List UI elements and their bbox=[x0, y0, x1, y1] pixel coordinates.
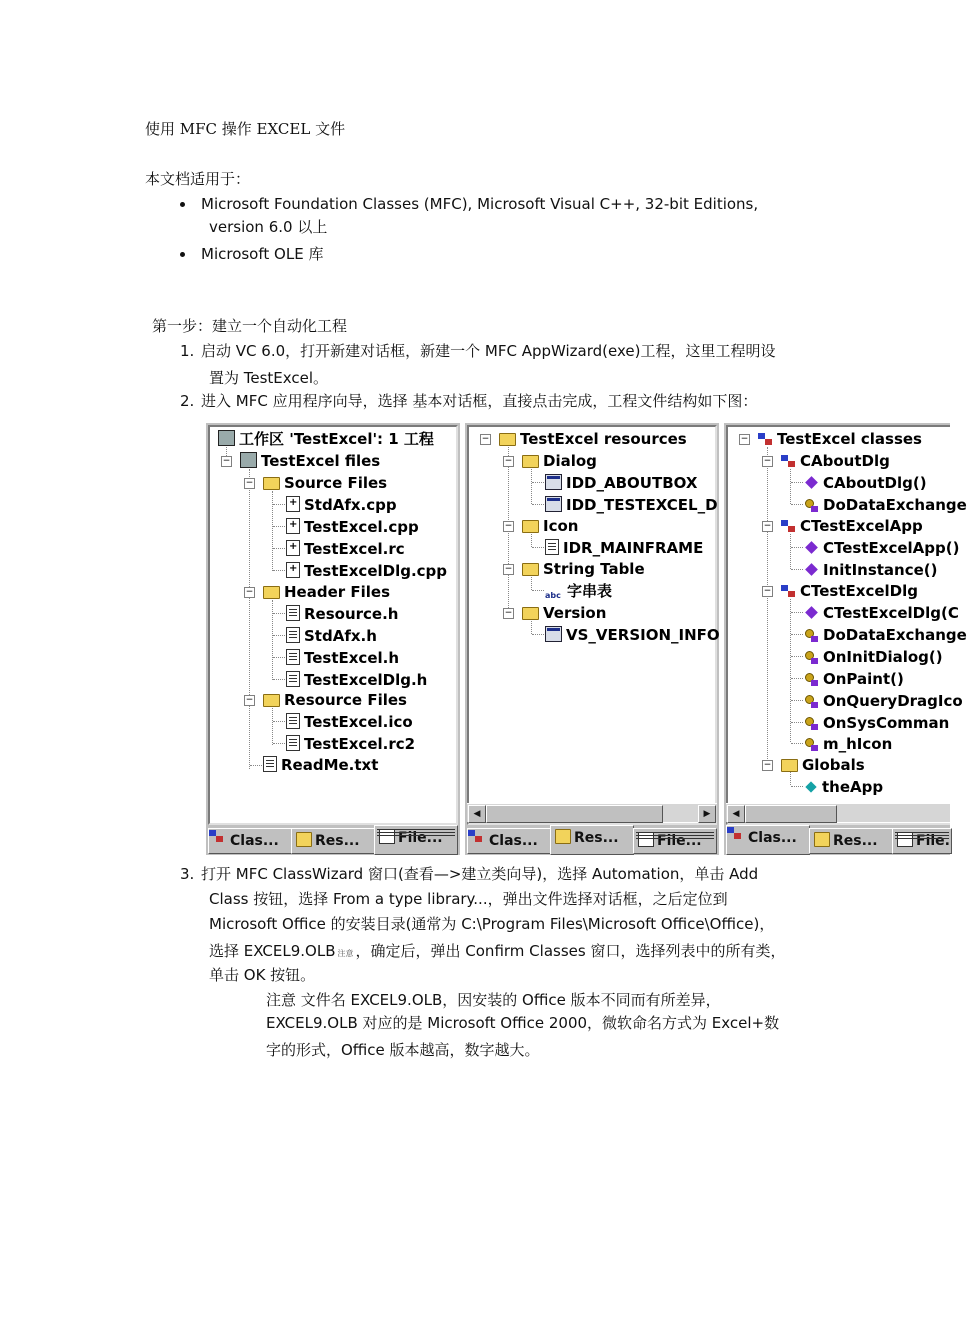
step-1-line2: 置为 TestExcel。 bbox=[209, 369, 329, 387]
file-item[interactable]: TestExcel.ico bbox=[286, 712, 413, 732]
collapse-toggle[interactable]: − bbox=[245, 587, 254, 597]
file-view-icon bbox=[638, 832, 654, 847]
workspace-root[interactable]: 工作区 'TestExcel': 1 工程 bbox=[218, 429, 434, 449]
folder-icon bbox=[522, 607, 539, 620]
class-tree bbox=[726, 425, 967, 825]
protected-method-icon bbox=[804, 498, 819, 512]
class-view-panel bbox=[724, 423, 967, 855]
resources-root[interactable]: TestExcel resources bbox=[499, 429, 687, 449]
file-item[interactable]: +TestExcel.rc bbox=[286, 539, 405, 559]
scroll-thumb[interactable] bbox=[745, 805, 837, 823]
applies-item-2: Microsoft OLE 库 bbox=[201, 245, 324, 263]
resource-view-icon bbox=[296, 832, 312, 847]
project-icon bbox=[240, 452, 257, 468]
folder-icon bbox=[263, 477, 280, 490]
collapse-toggle[interactable]: − bbox=[763, 456, 772, 466]
view-tabs bbox=[724, 825, 950, 855]
cpp-file-icon bbox=[286, 496, 300, 512]
tab-resource-view[interactable]: Res... bbox=[809, 828, 893, 854]
folder-icon bbox=[263, 586, 280, 599]
header-file-icon bbox=[286, 671, 300, 687]
global-variable-icon bbox=[805, 781, 816, 792]
text-file-icon bbox=[263, 756, 277, 772]
class-view-icon bbox=[472, 834, 486, 847]
member-item[interactable]: CTestExcelApp() bbox=[804, 538, 959, 558]
member-item[interactable]: OnInitDialog() bbox=[804, 647, 943, 667]
protected-method-icon bbox=[804, 694, 819, 708]
file-item[interactable]: StdAfx.h bbox=[286, 626, 377, 646]
applies-label: 本文档适用于： bbox=[145, 170, 251, 188]
collapse-toggle[interactable]: − bbox=[763, 521, 772, 531]
file-view-icon bbox=[897, 832, 913, 847]
applies-item-1-cont: version 6.0 以上 bbox=[209, 218, 328, 236]
tab-file-view[interactable]: File. bbox=[892, 828, 952, 854]
view-tabs bbox=[206, 825, 460, 855]
bullet-dot bbox=[180, 252, 185, 257]
class-node[interactable]: CAboutDlg bbox=[781, 451, 890, 471]
file-item[interactable]: TestExcel.rc2 bbox=[286, 734, 415, 754]
file-item[interactable]: TestExcelDlg.h bbox=[286, 670, 427, 690]
member-item[interactable]: InitInstance() bbox=[804, 560, 938, 580]
resource-tree bbox=[467, 425, 720, 825]
tab-class-view[interactable]: Clas... bbox=[208, 828, 292, 854]
file-item[interactable]: +StdAfx.cpp bbox=[286, 495, 397, 515]
resource-files-folder[interactable]: Resource Files bbox=[263, 690, 407, 710]
resource-view-panel bbox=[465, 423, 719, 855]
folder-icon bbox=[522, 455, 539, 468]
horizontal-scrollbar[interactable] bbox=[726, 803, 950, 822]
protected-method-icon bbox=[804, 672, 819, 686]
collapse-toggle[interactable]: − bbox=[504, 521, 513, 531]
member-item[interactable]: CTestExcelDlg(C bbox=[804, 603, 959, 623]
step-3-number: 3. bbox=[180, 865, 195, 883]
folder-icon bbox=[781, 759, 798, 772]
step-3-line1: 打开 MFC ClassWizard 窗口(查看—>建立类向导)，选择 Automation，单击 Add bbox=[201, 865, 759, 883]
collapse-toggle[interactable]: − bbox=[245, 478, 254, 488]
string-table-folder[interactable]: String Table bbox=[522, 559, 645, 579]
resource-item[interactable]: VS_VERSION_INFO bbox=[545, 625, 720, 645]
step-3-line2: Class 按钮，选择 From a type library...，弹出文件选择对话框，之后定位到 bbox=[209, 890, 728, 908]
step-3-line3: Microsoft Office 的安装目录(通常为 C:\Program Files\Microsoft Office\Office)， bbox=[209, 915, 775, 933]
resource-item[interactable]: IDR_MAINFRAME bbox=[545, 538, 703, 558]
doc-title: 使用 MFC 操作 EXCEL 文件 bbox=[145, 120, 346, 138]
tab-resource-view[interactable]: Res... bbox=[291, 828, 375, 854]
collapse-toggle[interactable]: − bbox=[504, 564, 513, 574]
folder-icon bbox=[263, 694, 280, 707]
file-item[interactable]: Resource.h bbox=[286, 604, 398, 624]
icon-resource-icon bbox=[545, 539, 559, 555]
workspace-icon bbox=[218, 430, 235, 446]
method-icon bbox=[805, 476, 818, 489]
note-line2: EXCEL9.OLB 对应的是 Microsoft Office 2000，微软命名方式为 Excel+数 bbox=[266, 1014, 780, 1032]
class-view-icon bbox=[731, 831, 745, 844]
class-node[interactable]: CTestExcelApp bbox=[781, 516, 923, 536]
step-1-number: 1. bbox=[180, 342, 195, 360]
horizontal-scrollbar[interactable] bbox=[467, 803, 717, 822]
resource-view-icon bbox=[814, 832, 830, 847]
tab-file-view[interactable]: File... bbox=[374, 825, 458, 855]
tab-class-view[interactable]: Clas... bbox=[467, 828, 551, 854]
method-icon bbox=[805, 563, 818, 576]
rc2-file-icon bbox=[286, 735, 300, 751]
globals-folder[interactable]: Globals bbox=[781, 755, 865, 775]
tab-class-view[interactable]: Clas... bbox=[726, 825, 810, 855]
header-file-icon bbox=[286, 627, 300, 643]
member-item[interactable]: DoDataExchange bbox=[804, 625, 967, 645]
member-item[interactable]: theApp bbox=[804, 777, 883, 797]
protected-method-icon bbox=[804, 628, 819, 642]
cpp-file-icon bbox=[286, 518, 300, 534]
class-icon bbox=[781, 454, 796, 468]
step-3-line5: 单击 OK 按钮。 bbox=[209, 966, 316, 984]
collapse-toggle[interactable]: − bbox=[504, 608, 513, 618]
class-node[interactable]: CTestExcelDlg bbox=[781, 581, 918, 601]
collapse-toggle[interactable]: − bbox=[763, 586, 772, 596]
step-2-line1: 进入 MFC 应用程序向导，选择 基本对话框，直接点击完成，工程文件结构如下图： bbox=[201, 392, 758, 410]
file-item[interactable]: +TestExcelDlg.cpp bbox=[286, 561, 447, 581]
dialog-icon bbox=[545, 474, 562, 490]
class-icon bbox=[781, 584, 796, 598]
note-line3: 字的形式，Office 版本越高，数字越大。 bbox=[266, 1041, 540, 1059]
file-view-panel bbox=[206, 423, 460, 855]
member-item[interactable]: OnPaint() bbox=[804, 669, 904, 689]
dialog-icon bbox=[545, 496, 562, 512]
classes-icon bbox=[758, 432, 773, 446]
view-tabs bbox=[465, 825, 719, 855]
folder-icon bbox=[522, 563, 539, 576]
method-icon bbox=[805, 541, 818, 554]
dialog-folder[interactable]: Dialog bbox=[522, 451, 597, 471]
scroll-left-arrow[interactable]: ◀ bbox=[727, 805, 745, 823]
step-3-line4: 选择 EXCEL9.OLB 注意 ，确定后，弹出 Confirm Classes 窗口，选择列表中的所有类， bbox=[209, 942, 786, 960]
resource-view-icon bbox=[555, 829, 571, 844]
member-item[interactable]: OnSysComman bbox=[804, 713, 949, 733]
collapse-toggle[interactable]: − bbox=[763, 760, 772, 770]
version-folder[interactable]: Version bbox=[522, 603, 606, 623]
method-icon bbox=[805, 606, 818, 619]
step1-title: 第一步：建立一个自动化工程 bbox=[152, 317, 348, 335]
scroll-left-arrow[interactable]: ◀ bbox=[468, 805, 486, 823]
folder-icon bbox=[499, 433, 516, 446]
protected-method-icon bbox=[804, 716, 819, 730]
icon-folder[interactable]: Icon bbox=[522, 516, 578, 536]
bullet-dot bbox=[180, 202, 185, 207]
member-item[interactable]: CAboutDlg() bbox=[804, 473, 927, 493]
member-item[interactable]: OnQueryDragIco bbox=[804, 691, 963, 711]
file-item[interactable]: ReadMe.txt bbox=[263, 755, 378, 775]
resource-item[interactable]: IDD_ABOUTBOX bbox=[545, 473, 697, 493]
source-files-folder[interactable]: Source Files bbox=[263, 473, 387, 493]
scroll-thumb[interactable] bbox=[486, 805, 663, 823]
protected-method-icon bbox=[804, 650, 819, 664]
header-files-folder[interactable]: Header Files bbox=[263, 582, 390, 602]
applies-item-1: Microsoft Foundation Classes (MFC), Microsoft Visual C++, 32-bit Editions, bbox=[201, 195, 759, 213]
resource-item[interactable]: IDD_TESTEXCEL_D bbox=[545, 495, 718, 515]
folder-icon bbox=[522, 520, 539, 533]
note-line1: 注意 文件名 EXCEL9.OLB，因安装的 Office 版本不同而有所差异， bbox=[266, 991, 721, 1009]
tab-file-view[interactable]: File... bbox=[633, 828, 717, 854]
collapse-toggle[interactable]: − bbox=[222, 456, 231, 466]
project-node[interactable]: TestExcel files bbox=[240, 451, 380, 471]
class-icon bbox=[781, 519, 796, 533]
member-variable-icon bbox=[804, 737, 819, 751]
class-view-icon bbox=[213, 834, 227, 847]
member-item[interactable]: m_hIcon bbox=[804, 734, 892, 754]
collapse-toggle[interactable]: − bbox=[245, 695, 254, 705]
file-item[interactable]: +TestExcel.cpp bbox=[286, 517, 419, 537]
file-view-icon bbox=[379, 829, 395, 844]
icon-file-icon bbox=[286, 713, 300, 729]
rc-file-icon bbox=[286, 540, 300, 556]
classes-root[interactable]: TestExcel classes bbox=[758, 429, 922, 449]
cpp-file-icon bbox=[286, 562, 300, 578]
string-table-icon: abc bbox=[545, 591, 561, 600]
step-1-line1: 启动 VC 6.0，打开新建对话框，新建一个 MFC AppWizard(exe)工程，这里工程明设 bbox=[201, 342, 776, 360]
collapse-toggle[interactable]: − bbox=[504, 456, 513, 466]
collapse-toggle[interactable]: − bbox=[481, 434, 490, 444]
header-file-icon bbox=[286, 649, 300, 665]
version-icon bbox=[545, 626, 562, 642]
tab-resource-view[interactable]: Res... bbox=[550, 825, 634, 855]
file-item[interactable]: TestExcel.h bbox=[286, 648, 399, 668]
member-item[interactable]: DoDataExchange bbox=[804, 495, 967, 515]
collapse-toggle[interactable]: − bbox=[740, 434, 749, 444]
resource-item[interactable]: abc 字串表 bbox=[545, 581, 612, 601]
step-2-number: 2. bbox=[180, 392, 195, 410]
header-file-icon bbox=[286, 605, 300, 621]
scroll-right-arrow[interactable]: ▶ bbox=[698, 805, 716, 823]
file-tree bbox=[208, 425, 458, 825]
